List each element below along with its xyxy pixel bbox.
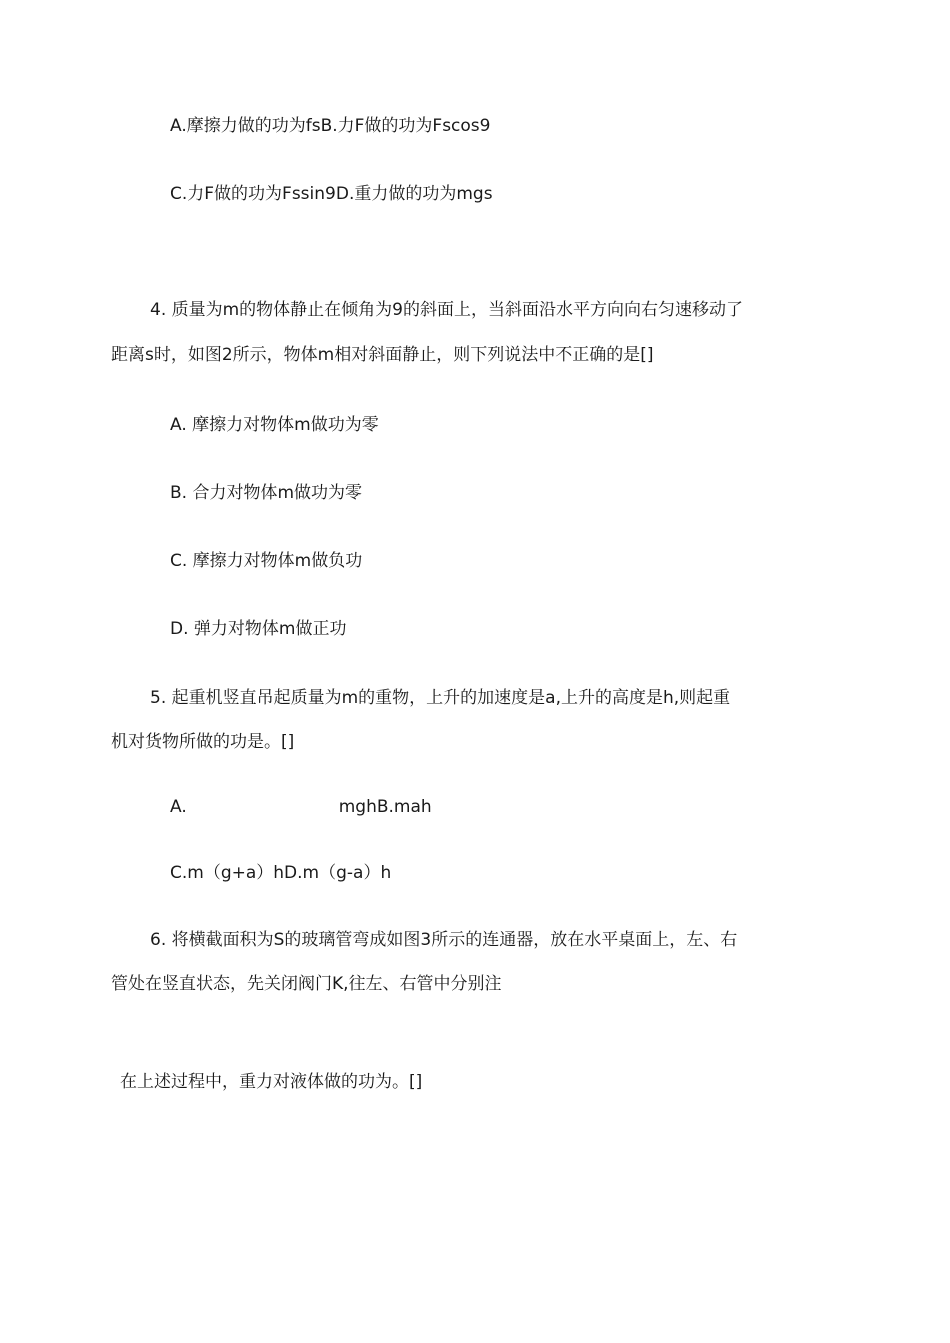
q4-option-c: C. 摩擦力对物体m做负功 xyxy=(170,551,363,571)
q5-stem-line-1: 5. 起重机竖直吊起质量为m的重物，上升的加速度是a,上升的高度是h,则起重 xyxy=(150,688,731,708)
q6-stem-line-1: 6. 将横截面积为S的玻璃管弯成如图3所示的连通器，放在水平桌面上，左、右 xyxy=(150,930,738,950)
q4-option-b: B. 合力对物体m做功为零 xyxy=(170,483,363,503)
q3-options-line-2: C.力F做的功为Fssin9D.重力做的功为mgs xyxy=(170,184,493,204)
q5-option-a-value: mghB.mah xyxy=(338,797,432,817)
q4-option-a: A. 摩擦力对物体m做功为零 xyxy=(170,415,379,435)
q4-stem-line-1: 4. 质量为m的物体静止在倾角为9的斜面上，当斜面沿水平方向向右匀速移动了 xyxy=(150,300,743,320)
q5-option-a-label: A. xyxy=(170,797,187,817)
q5-option-ab xyxy=(170,795,432,819)
q4-option-d: D. 弹力对物体m做正功 xyxy=(170,619,347,639)
q6-stem-line-3: 在上述过程中，重力对液体做的功为。[] xyxy=(120,1072,423,1092)
q5-option-cd: C.m（g+a）hD.m（g-a）h xyxy=(170,863,392,883)
q6-stem-line-2: 管处在竖直状态，先关闭阀门K,往左、右管中分别注 xyxy=(111,974,502,994)
q3-options-line-1: A.摩擦力做的功为fsB.力F做的功为Fscos9 xyxy=(170,116,491,136)
q5-stem-line-2: 机对货物所做的功是。[] xyxy=(111,732,295,752)
q4-stem-line-2: 距离s时，如图2所示，物体m相对斜面静止，则下列说法中不正确的是[] xyxy=(111,345,654,365)
